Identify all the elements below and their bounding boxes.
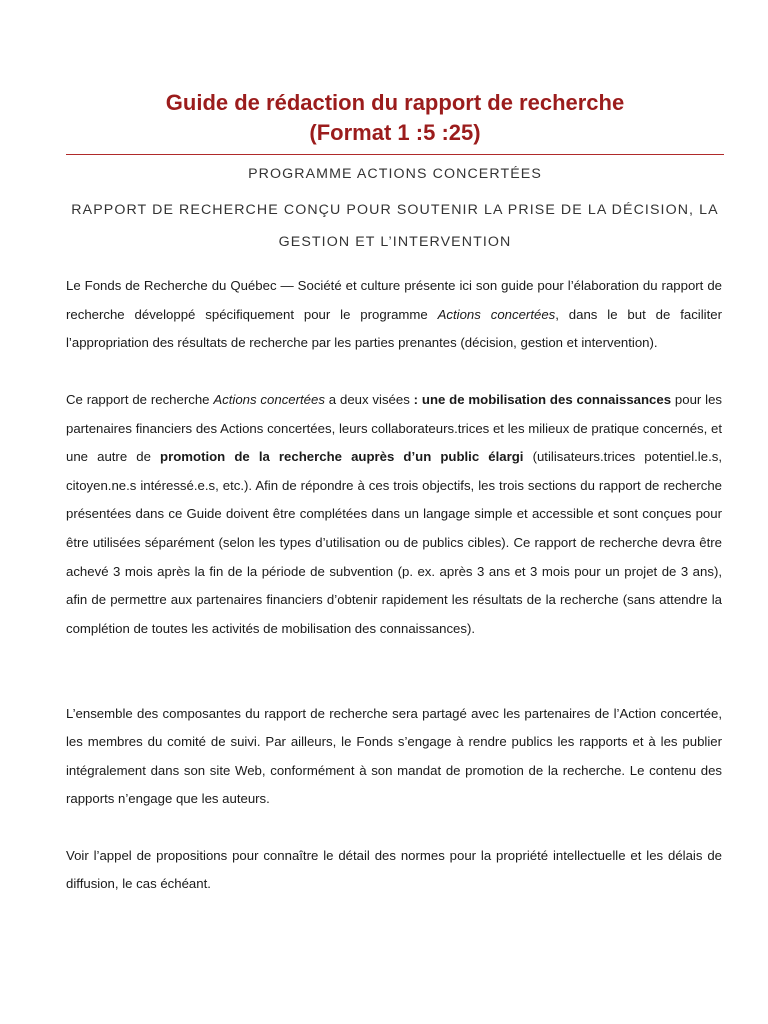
document-title <box>66 88 724 148</box>
paragraph-objectives <box>66 386 722 643</box>
paragraph-sharing <box>66 700 722 814</box>
text-run: , dans le but de faciliter l’appropriation des résultats de recherche par les parties prenantes (décision, gestion et intervention). <box>66 306 722 351</box>
text-run: Voir l’appel de propositions pour connaître le détail des normes pour la propriété intellectuelle et les délais de diffusion, le cas échéant. <box>66 848 722 892</box>
bold-text: : une de <box>413 392 469 407</box>
paragraph-call <box>66 842 722 899</box>
text-run: (utilisateurs.trices potentiel.le.s, citoyen.ne.s intéressé.e.s, etc.). Afin de répondre à ces trois objectifs, les trois sections du rapport de recherche présentées dans ce Guide doivent être complétées dans un langage simple et accessible et sont conçues pour être utilisées séparément (selon les types d’utilisation ou de publics cibles). Ce rapport de recherche devra être achevé 3 mois après la fin de la période de subvention (p. ex. après 3 ans et 3 mois pour un projet de 3 ans), afin de permettre aux partenaires financiers d’obtenir rapidement les résultats de la recherche (sans attendre la complétion de toutes les activités de mobilisation des connaissances). <box>66 449 722 636</box>
title-line-1: Guide de rédaction du rapport de recherche <box>165 90 625 115</box>
text-run: Le Fonds de Recherche du Québec — Société et culture présente ici son guide pour l’élaboration du rapport de recherche développé spécifiquement pour le programme <box>66 278 722 322</box>
bold-text: mobilisation des connaissances <box>468 392 672 407</box>
program-subtitle: PROGRAMME ACTIONS CONCERTÉES <box>248 166 542 182</box>
text-run: pour les partenaires financiers des Actions concertées, leurs collaborateurs.trices et les milieux de pratique concernés, et une autre de <box>66 392 723 465</box>
emphasis-text: Actions concertées <box>437 306 556 322</box>
text-run: Ce rapport de recherche <box>66 392 214 407</box>
paragraph-intro <box>66 272 722 358</box>
bold-text: promotion de la recherche auprès d’un public élargi <box>160 449 524 465</box>
text-run: a deux visées <box>324 392 414 407</box>
report-subtitle: RAPPORT DE RECHERCHE CONÇU POUR SOUTENIR LA PRISE DE LA DÉCISION, LA GESTION ET L’INTERVENTION <box>71 202 719 250</box>
emphasis-text: Actions concertées <box>213 392 325 407</box>
title-line-2: (Format 1 :5 :25) <box>309 120 481 145</box>
title-divider <box>66 154 724 155</box>
text-run: L’ensemble des composantes du rapport de recherche sera partagé avec les partenaires de l’Action concertée, les membres du comité de suivi. Par ailleurs, le Fonds s’engage à rendre publics les rapports et à les publier intégralement dans son site Web, conformément à son mandat de promotion de la recherche. Le contenu des rapports n’engage que les auteurs. <box>66 706 722 807</box>
